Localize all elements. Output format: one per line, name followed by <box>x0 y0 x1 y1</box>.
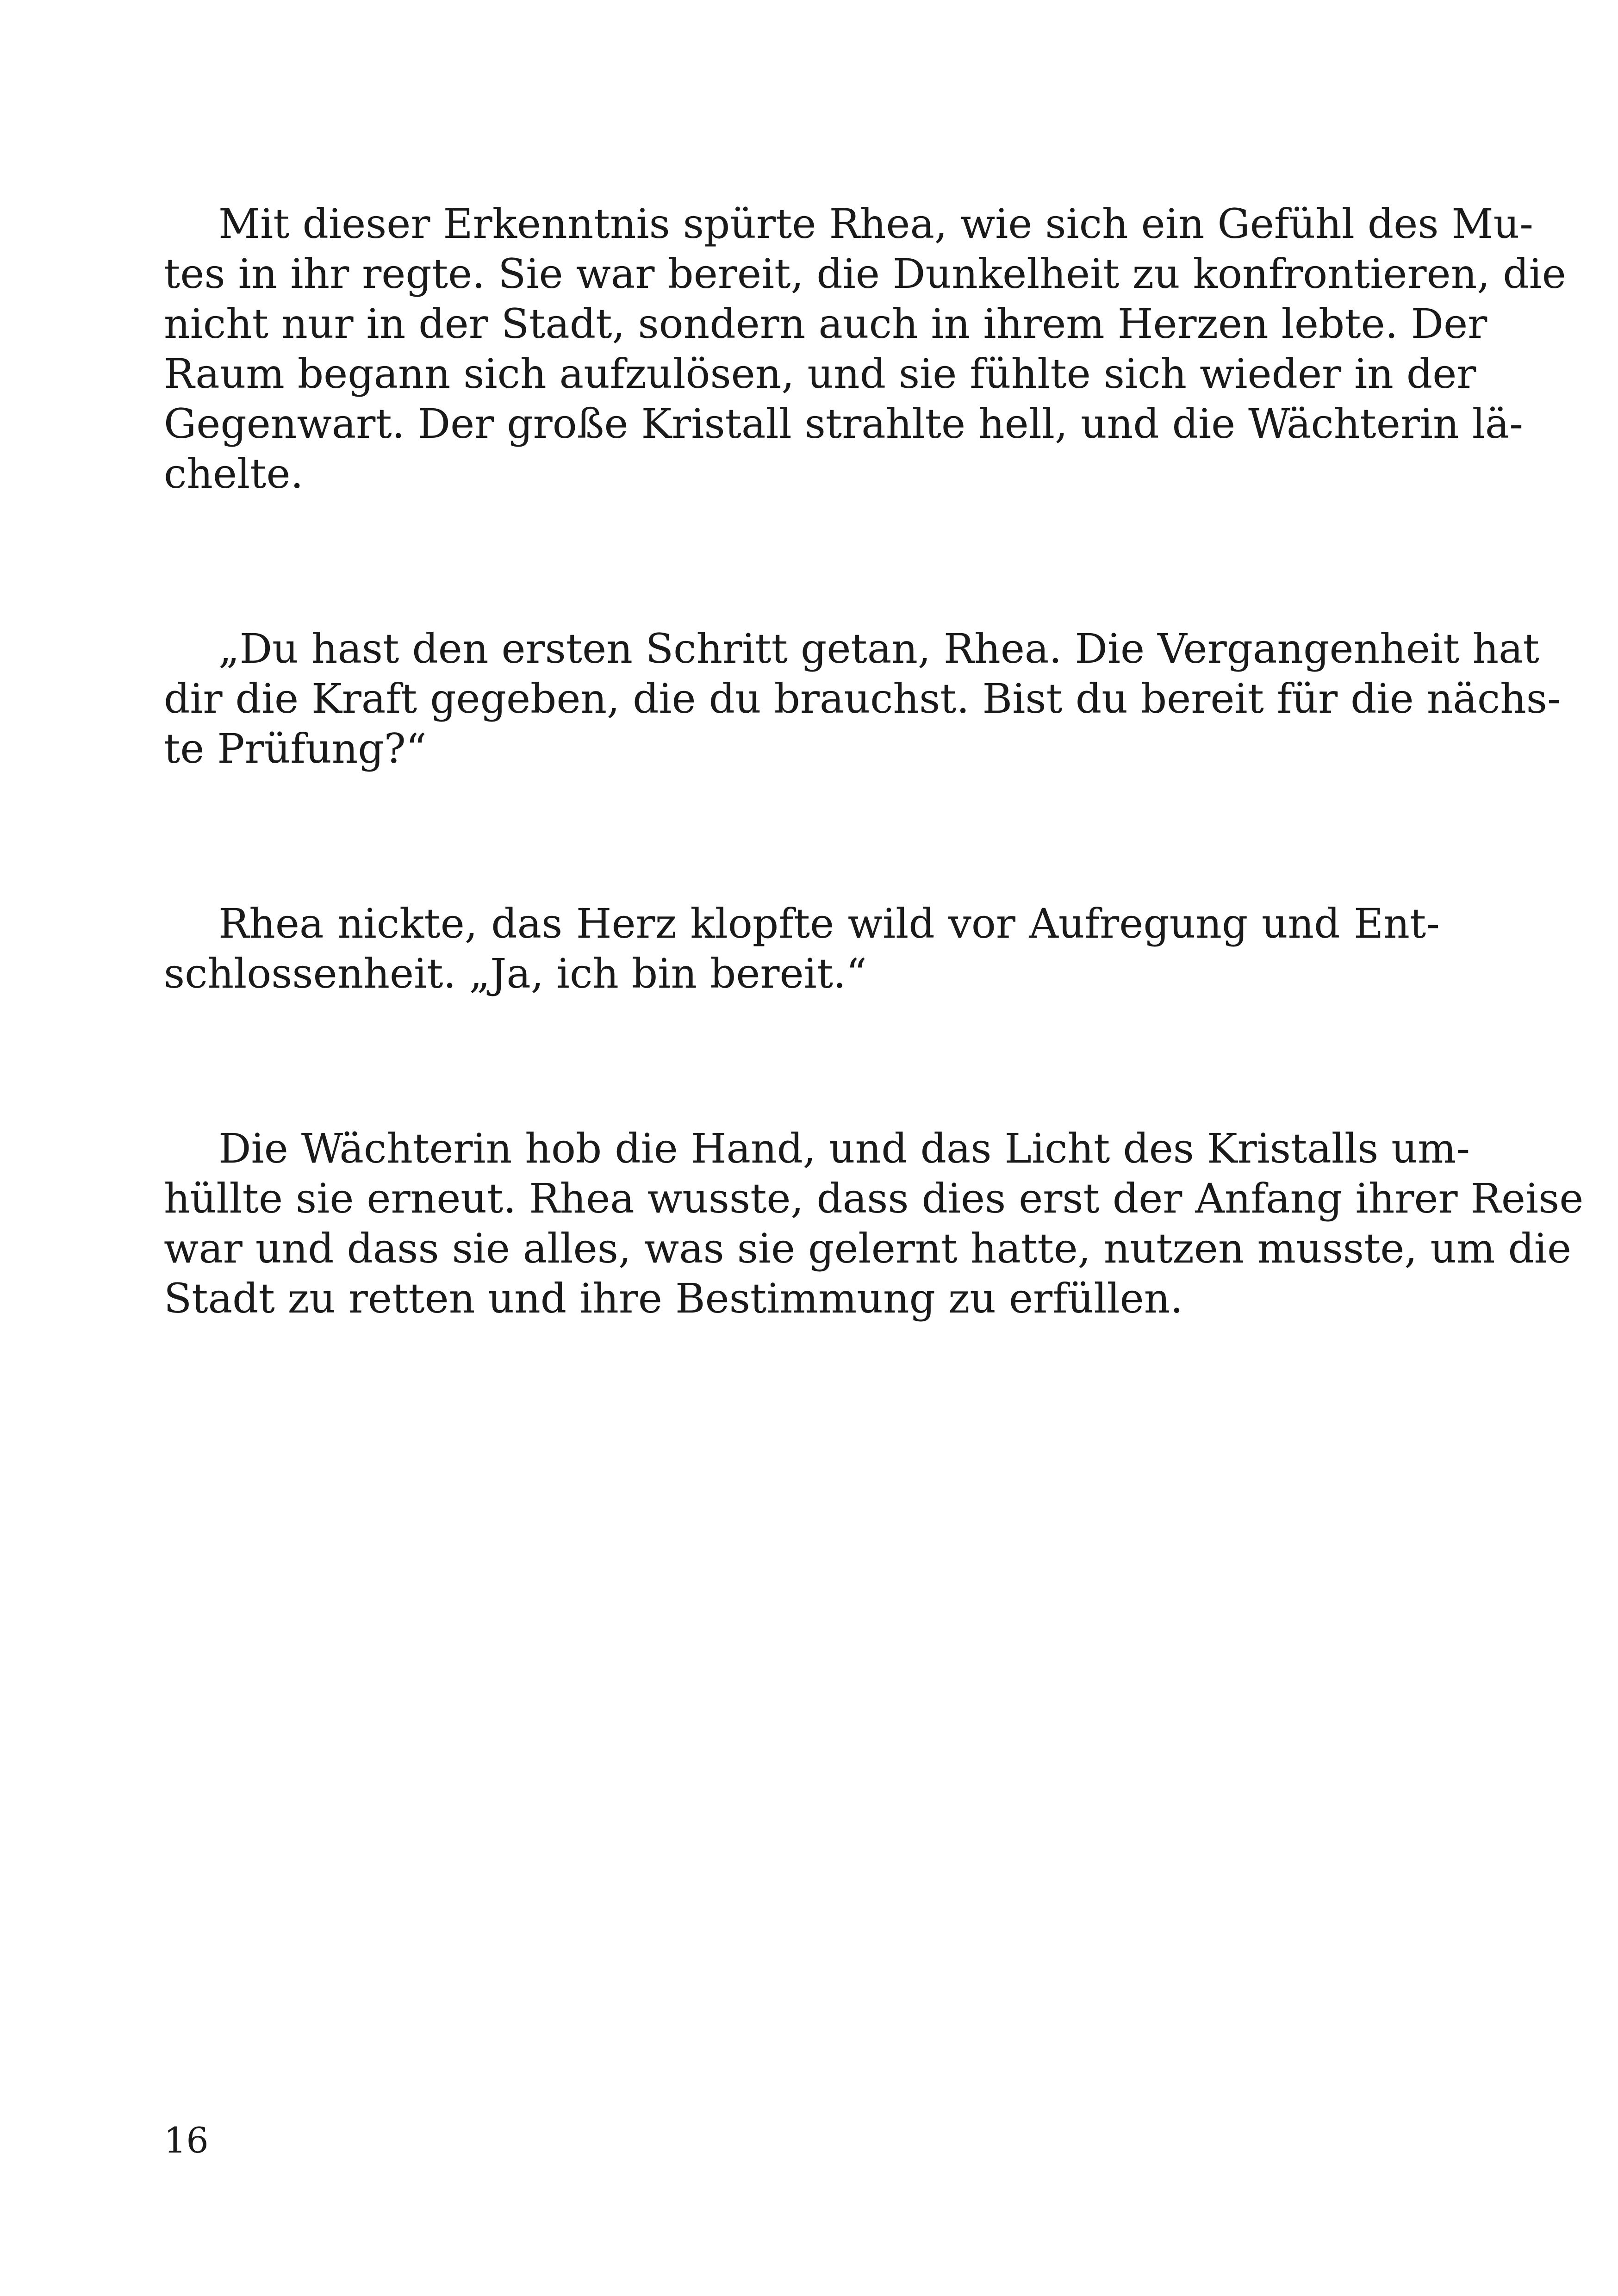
text-line: Gegenwart. Der große Kristall strahlte hell, und die Wächterin lä- <box>164 400 1524 448</box>
paragraph-4 <box>164 1124 1584 1324</box>
text-line: te Prüfung?“ <box>164 725 427 772</box>
text-line: nicht nur in der Stadt, sondern auch in ihrem Herzen lebte. Der <box>164 300 1487 348</box>
text-line: Raum begann sich aufzulösen, und sie fühlte sich wieder in der <box>164 350 1476 398</box>
text-line: schlossenheit. „Ja, ich bin bereit.“ <box>164 950 867 997</box>
text-line: Stadt zu retten und ihre Bestimmung zu erfüllen. <box>164 1275 1183 1322</box>
text-line: tes in ihr regte. Sie war bereit, die Dunkelheit zu konfrontieren, die <box>164 250 1566 298</box>
text-line: dir die Kraft gegeben, die du brauchst. Bist du bereit für die nächs- <box>164 675 1561 722</box>
text-line: Mit dieser Erkenntnis spürte Rhea, wie sich ein Gefühl des Mu- <box>218 200 1533 248</box>
text-line: Die Wächterin hob die Hand, und das Licht des Kristalls um- <box>218 1125 1470 1172</box>
paragraph-3 <box>164 899 1440 999</box>
paragraph-1 <box>164 199 1566 499</box>
text-line: chelte. <box>164 450 304 498</box>
text-line: war und dass sie alles, was sie gelernt hatte, nutzen musste, um die <box>164 1225 1572 1272</box>
paragraph-2 <box>164 624 1561 774</box>
text-line: „Du hast den ersten Schritt getan, Rhea. Die Vergangenheit hat <box>218 625 1539 672</box>
text-line: Rhea nickte, das Herz klopfte wild vor Aufregung und Ent- <box>218 900 1440 947</box>
page-number: 16 <box>164 2120 209 2161</box>
text-line: hüllte sie erneut. Rhea wusste, dass dies erst der Anfang ihrer Reise <box>164 1175 1584 1222</box>
body-text <box>164 199 1584 1324</box>
